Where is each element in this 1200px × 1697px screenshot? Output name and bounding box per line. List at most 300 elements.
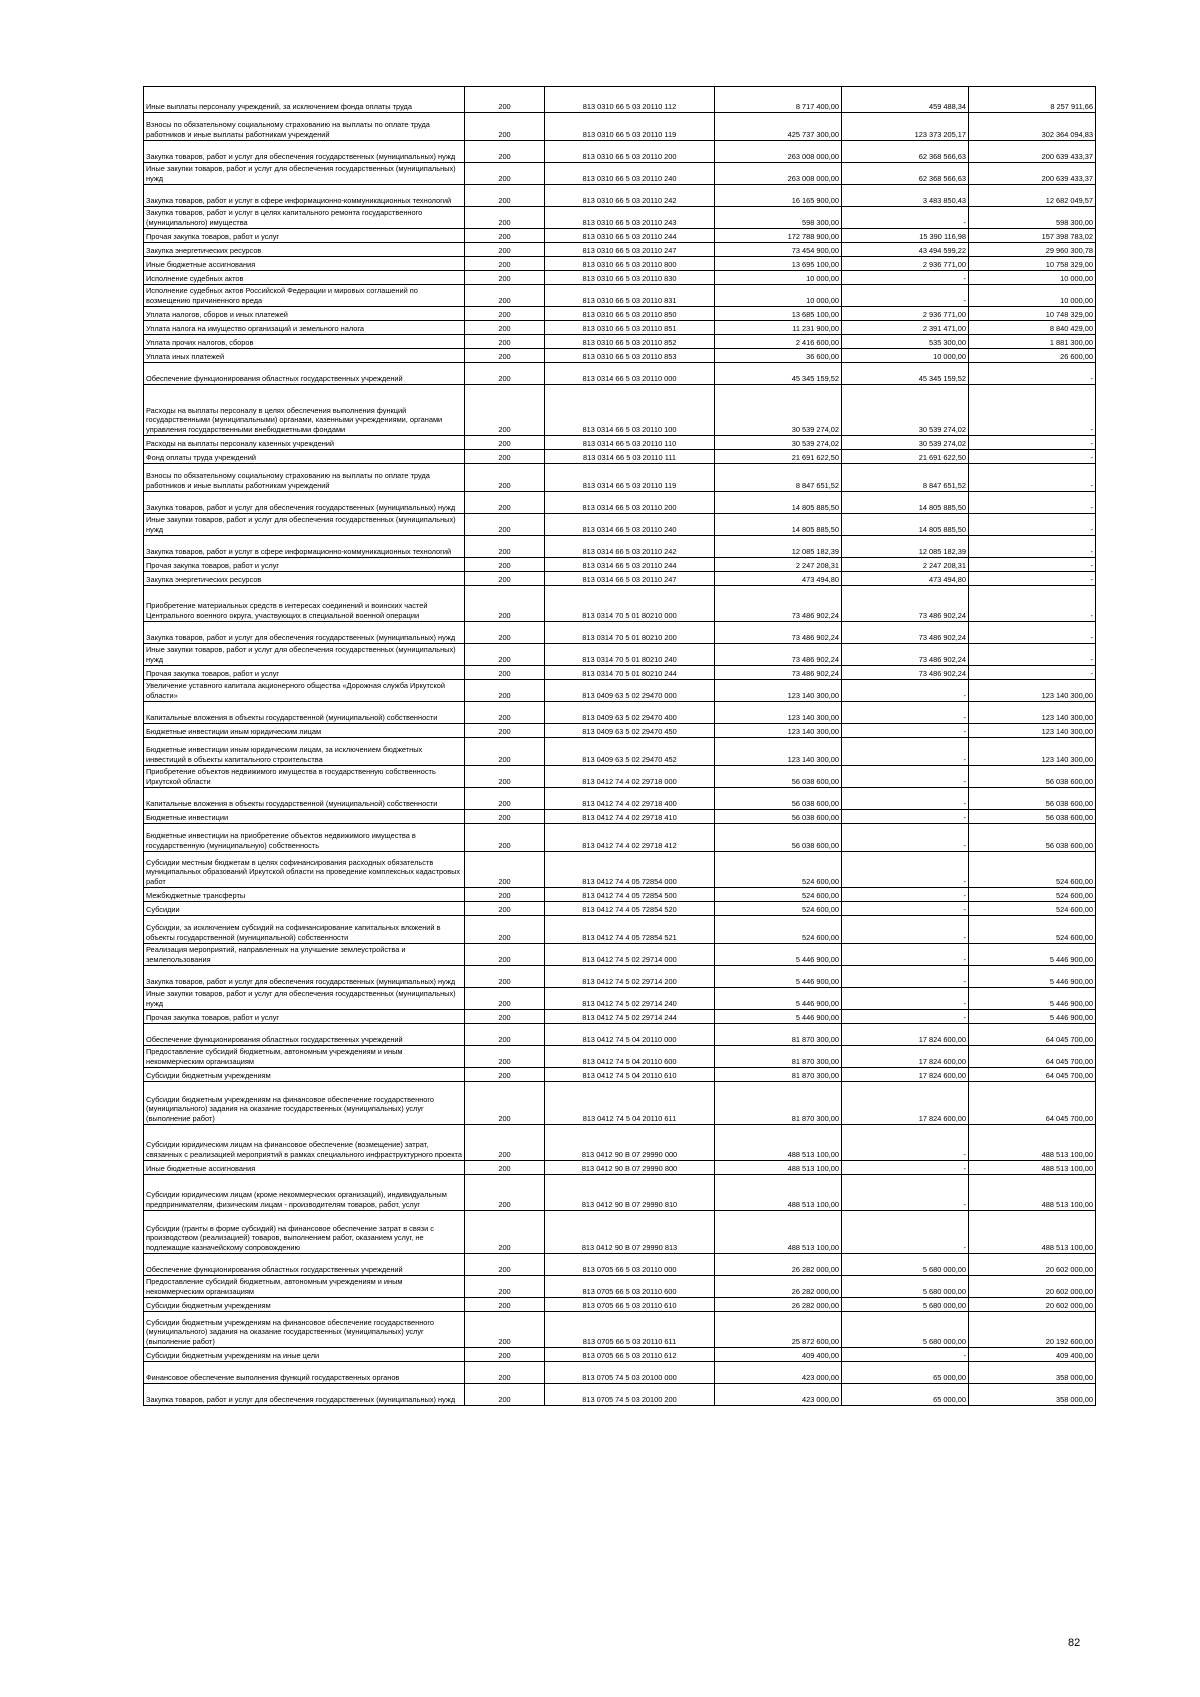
row-approved: 473 494,80 (715, 572, 842, 586)
row-name: Закупка товаров, работ и услуг для обеспечения государственных (муниципальных) нужд (144, 966, 465, 988)
row-executed: 17 824 600,00 (842, 1024, 969, 1046)
row-budget-code: 813 0314 66 5 03 20110 100 (545, 385, 715, 436)
row-remaining: 8 257 911,66 (969, 87, 1096, 113)
row-approved: 81 870 300,00 (715, 1082, 842, 1125)
table-row (144, 1312, 1096, 1348)
row-remaining: 20 192 600,00 (969, 1312, 1096, 1348)
row-budget-code: 813 0310 66 5 03 20110 112 (545, 87, 715, 113)
row-approved: 524 600,00 (715, 916, 842, 944)
row-executed: - (842, 852, 969, 888)
row-name: Уплата налога на имущество организаций и земельного налога (144, 321, 465, 335)
row-line-code: 200 (465, 1175, 545, 1211)
row-name: Закупка товаров, работ и услуг в сфере информационно-коммуникационных технологий (144, 536, 465, 558)
row-budget-code: 813 0310 66 5 03 20110 119 (545, 113, 715, 141)
table-row (144, 185, 1096, 207)
row-approved: 73 486 902,24 (715, 644, 842, 666)
row-executed: - (842, 988, 969, 1010)
row-budget-code: 813 0314 66 5 03 20110 240 (545, 514, 715, 536)
row-remaining: 56 038 600,00 (969, 766, 1096, 788)
row-budget-code: 813 0412 74 4 02 29718 410 (545, 810, 715, 824)
row-budget-code: 813 0412 74 5 02 29714 200 (545, 966, 715, 988)
row-line-code: 200 (465, 141, 545, 163)
row-executed: 2 247 208,31 (842, 558, 969, 572)
table-row (144, 514, 1096, 536)
row-name: Субсидии (144, 902, 465, 916)
row-remaining: 200 639 433,37 (969, 163, 1096, 185)
row-approved: 123 140 300,00 (715, 702, 842, 724)
row-budget-code: 813 0310 66 5 03 20110 851 (545, 321, 715, 335)
row-executed: - (842, 680, 969, 702)
row-remaining: - (969, 586, 1096, 622)
row-remaining: - (969, 514, 1096, 536)
row-name: Субсидии (гранты в форме субсидий) на финансовое обеспечение затрат в связи с производством (реализацией) товаров, выполнением работ, оказанием услуг, не подлежащие казначейскому сопровождению (144, 1211, 465, 1254)
row-budget-code: 813 0310 66 5 03 20110 850 (545, 307, 715, 321)
row-approved: 26 282 000,00 (715, 1276, 842, 1298)
row-line-code: 200 (465, 1082, 545, 1125)
row-remaining: 5 446 900,00 (969, 944, 1096, 966)
row-line-code: 200 (465, 1254, 545, 1276)
table-row (144, 1362, 1096, 1384)
row-name: Иные закупки товаров, работ и услуг для обеспечения государственных (муниципальных) нужд (144, 163, 465, 185)
row-remaining: 409 400,00 (969, 1348, 1096, 1362)
row-budget-code: 813 0412 90 В 07 29990 810 (545, 1175, 715, 1211)
row-remaining: 12 682 049,57 (969, 185, 1096, 207)
table-row (144, 766, 1096, 788)
table-row (144, 113, 1096, 141)
row-budget-code: 813 0310 66 5 03 20110 200 (545, 141, 715, 163)
row-budget-code: 813 0314 66 5 03 20110 119 (545, 464, 715, 492)
row-name: Уплата прочих налогов, сборов (144, 335, 465, 349)
table-row (144, 586, 1096, 622)
row-line-code: 200 (465, 385, 545, 436)
row-name: Уплата иных платежей (144, 349, 465, 363)
row-line-code: 200 (465, 852, 545, 888)
row-name: Закупка товаров, работ и услуг в целях капитального ремонта государственного (муниципального) имущества (144, 207, 465, 229)
row-approved: 73 486 902,24 (715, 666, 842, 680)
row-remaining: 200 639 433,37 (969, 141, 1096, 163)
table-row (144, 724, 1096, 738)
row-budget-code: 813 0314 66 5 03 20110 000 (545, 363, 715, 385)
row-line-code: 200 (465, 1348, 545, 1362)
row-budget-code: 813 0705 66 5 03 20110 000 (545, 1254, 715, 1276)
row-line-code: 200 (465, 622, 545, 644)
row-budget-code: 813 0412 74 4 05 72854 521 (545, 916, 715, 944)
table-row (144, 644, 1096, 666)
row-line-code: 200 (465, 271, 545, 285)
row-budget-code: 813 0314 70 5 01 80210 200 (545, 622, 715, 644)
row-approved: 14 805 885,50 (715, 514, 842, 536)
row-budget-code: 813 0310 66 5 03 20110 243 (545, 207, 715, 229)
row-approved: 123 140 300,00 (715, 680, 842, 702)
row-name: Исполнение судебных актов Российской Федерации и мировых соглашений по возмещению причиненного вреда (144, 285, 465, 307)
row-approved: 488 513 100,00 (715, 1211, 842, 1254)
row-name: Иные выплаты персоналу учреждений, за исключением фонда оплаты труда (144, 87, 465, 113)
row-remaining: - (969, 644, 1096, 666)
row-approved: 409 400,00 (715, 1348, 842, 1362)
row-executed: - (842, 902, 969, 916)
row-approved: 10 000,00 (715, 271, 842, 285)
row-approved: 2 247 208,31 (715, 558, 842, 572)
row-budget-code: 813 0314 66 5 03 20110 247 (545, 572, 715, 586)
row-name: Исполнение судебных актов (144, 271, 465, 285)
row-budget-code: 813 0314 66 5 03 20110 244 (545, 558, 715, 572)
table-row (144, 271, 1096, 285)
table-row (144, 1254, 1096, 1276)
row-name: Субсидии бюджетным учреждениям на финансовое обеспечение государственного (муниципального) задания на оказание государственных (муниципальных) услуг (выполнение работ) (144, 1082, 465, 1125)
row-line-code: 200 (465, 902, 545, 916)
row-remaining: 157 398 783,02 (969, 229, 1096, 243)
table-row (144, 1211, 1096, 1254)
row-approved: 5 446 900,00 (715, 988, 842, 1010)
row-line-code: 200 (465, 1046, 545, 1068)
row-budget-code: 813 0310 66 5 03 20110 831 (545, 285, 715, 307)
row-executed: 21 691 622,50 (842, 450, 969, 464)
row-name: Закупка товаров, работ и услуг для обеспечения государственных (муниципальных) нужд (144, 622, 465, 644)
table-row (144, 349, 1096, 363)
table-row (144, 141, 1096, 163)
row-approved: 123 140 300,00 (715, 724, 842, 738)
row-approved: 524 600,00 (715, 888, 842, 902)
row-budget-code: 813 0412 90 В 07 29990 800 (545, 1161, 715, 1175)
row-line-code: 200 (465, 450, 545, 464)
row-name: Субсидии бюджетным учреждениям (144, 1298, 465, 1312)
table-row (144, 163, 1096, 185)
row-executed: - (842, 944, 969, 966)
row-line-code: 200 (465, 766, 545, 788)
row-remaining: - (969, 558, 1096, 572)
row-name: Прочая закупка товаров, работ и услуг (144, 1010, 465, 1024)
row-executed: 73 486 902,24 (842, 666, 969, 680)
row-budget-code: 813 0412 74 5 04 20110 600 (545, 1046, 715, 1068)
row-remaining: - (969, 385, 1096, 436)
row-line-code: 200 (465, 1276, 545, 1298)
row-name: Субсидии, за исключением субсидий на софинансирование капитальных вложений в объекты государственной (муниципальной) собственности (144, 916, 465, 944)
table-row (144, 738, 1096, 766)
row-approved: 30 539 274,02 (715, 436, 842, 450)
row-budget-code: 813 0705 66 5 03 20110 612 (545, 1348, 715, 1362)
row-line-code: 200 (465, 1161, 545, 1175)
row-remaining: - (969, 622, 1096, 644)
row-remaining: 56 038 600,00 (969, 788, 1096, 810)
row-name: Приобретение объектов недвижимого имущества в государственную собственность Иркутской области (144, 766, 465, 788)
row-name: Иные бюджетные ассигнования (144, 1161, 465, 1175)
row-remaining: 64 045 700,00 (969, 1024, 1096, 1046)
row-executed: 73 486 902,24 (842, 644, 969, 666)
row-executed: 5 680 000,00 (842, 1298, 969, 1312)
row-name: Субсидии бюджетным учреждениям (144, 1068, 465, 1082)
table-row (144, 1175, 1096, 1211)
row-approved: 56 038 600,00 (715, 824, 842, 852)
row-line-code: 200 (465, 363, 545, 385)
table-row (144, 450, 1096, 464)
row-approved: 8 847 651,52 (715, 464, 842, 492)
row-remaining: 524 600,00 (969, 902, 1096, 916)
row-remaining: 598 300,00 (969, 207, 1096, 229)
row-line-code: 200 (465, 1211, 545, 1254)
row-remaining: 20 602 000,00 (969, 1298, 1096, 1312)
row-line-code: 200 (465, 464, 545, 492)
row-approved: 26 282 000,00 (715, 1298, 842, 1312)
table-row (144, 536, 1096, 558)
row-name: Закупка энергетических ресурсов (144, 572, 465, 586)
table-row (144, 1010, 1096, 1024)
row-line-code: 200 (465, 966, 545, 988)
table-row (144, 572, 1096, 586)
row-approved: 263 008 000,00 (715, 141, 842, 163)
row-budget-code: 813 0409 63 5 02 29470 450 (545, 724, 715, 738)
row-line-code: 200 (465, 572, 545, 586)
row-approved: 30 539 274,02 (715, 385, 842, 436)
row-remaining: - (969, 450, 1096, 464)
row-executed: 65 000,00 (842, 1362, 969, 1384)
row-executed: 15 390 116,98 (842, 229, 969, 243)
row-line-code: 200 (465, 257, 545, 271)
table-row (144, 464, 1096, 492)
row-executed: - (842, 1125, 969, 1161)
row-name: Бюджетные инвестиции на приобретение объектов недвижимого имущества в государственную (муниципальную) собственность (144, 824, 465, 852)
row-budget-code: 813 0412 74 5 04 20110 000 (545, 1024, 715, 1046)
row-line-code: 200 (465, 349, 545, 363)
row-approved: 598 300,00 (715, 207, 842, 229)
row-line-code: 200 (465, 243, 545, 257)
page-number: 82 (1068, 1637, 1081, 1649)
row-remaining: 5 446 900,00 (969, 988, 1096, 1010)
row-executed: 2 391 471,00 (842, 321, 969, 335)
table-row (144, 335, 1096, 349)
table-row (144, 1384, 1096, 1406)
row-name: Обеспечение функционирования областных государственных учреждений (144, 1254, 465, 1276)
table-row (144, 1161, 1096, 1175)
row-budget-code: 813 0412 74 4 05 72854 000 (545, 852, 715, 888)
row-line-code: 200 (465, 586, 545, 622)
row-remaining: 1 881 300,00 (969, 335, 1096, 349)
row-approved: 16 165 900,00 (715, 185, 842, 207)
row-approved: 5 446 900,00 (715, 966, 842, 988)
row-remaining: 56 038 600,00 (969, 810, 1096, 824)
row-line-code: 200 (465, 666, 545, 680)
table-row (144, 622, 1096, 644)
row-remaining: 524 600,00 (969, 888, 1096, 902)
row-approved: 488 513 100,00 (715, 1175, 842, 1211)
row-line-code: 200 (465, 810, 545, 824)
row-line-code: 200 (465, 724, 545, 738)
row-approved: 2 416 600,00 (715, 335, 842, 349)
row-approved: 36 600,00 (715, 349, 842, 363)
row-line-code: 200 (465, 738, 545, 766)
row-name: Реализация мероприятий, направленных на улучшение землеустройства и землепользования (144, 944, 465, 966)
row-executed: - (842, 766, 969, 788)
table-row (144, 1068, 1096, 1082)
row-name: Взносы по обязательному социальному страхованию на выплаты по оплате труда работников и иные выплаты работникам учреждений (144, 464, 465, 492)
table-row (144, 321, 1096, 335)
row-name: Уплата налогов, сборов и иных платежей (144, 307, 465, 321)
row-budget-code: 813 0314 66 5 03 20110 242 (545, 536, 715, 558)
row-remaining: 123 140 300,00 (969, 680, 1096, 702)
row-executed: 10 000,00 (842, 349, 969, 363)
table-row (144, 243, 1096, 257)
row-budget-code: 813 0409 63 5 02 29470 452 (545, 738, 715, 766)
table-row (144, 436, 1096, 450)
row-executed: - (842, 966, 969, 988)
row-approved: 12 085 182,39 (715, 536, 842, 558)
row-executed: 17 824 600,00 (842, 1082, 969, 1125)
row-budget-code: 813 0409 63 5 02 29470 400 (545, 702, 715, 724)
row-executed: - (842, 1348, 969, 1362)
row-line-code: 200 (465, 1384, 545, 1406)
table-row (144, 1348, 1096, 1362)
row-line-code: 200 (465, 87, 545, 113)
row-line-code: 200 (465, 558, 545, 572)
row-name: Иные закупки товаров, работ и услуг для обеспечения государственных (муниципальных) нужд (144, 988, 465, 1010)
row-name: Закупка энергетических ресурсов (144, 243, 465, 257)
row-budget-code: 813 0310 66 5 03 20110 247 (545, 243, 715, 257)
row-line-code: 200 (465, 436, 545, 450)
table-row (144, 1298, 1096, 1312)
row-remaining: 488 513 100,00 (969, 1211, 1096, 1254)
row-remaining: - (969, 572, 1096, 586)
row-executed: 73 486 902,24 (842, 586, 969, 622)
row-name: Субсидии юридическим лицам на финансовое обеспечение (возмещение) затрат, связанных с реализацией мероприятий в рамках специального инфраструктурного проекта (144, 1125, 465, 1161)
row-name: Прочая закупка товаров, работ и услуг (144, 229, 465, 243)
row-approved: 8 717 400,00 (715, 87, 842, 113)
row-line-code: 200 (465, 1024, 545, 1046)
row-executed: - (842, 916, 969, 944)
table-row (144, 966, 1096, 988)
table-row (144, 385, 1096, 436)
row-budget-code: 813 0412 74 5 02 29714 000 (545, 944, 715, 966)
row-executed: - (842, 271, 969, 285)
row-line-code: 200 (465, 285, 545, 307)
row-approved: 73 486 902,24 (715, 622, 842, 644)
row-name: Капитальные вложения в объекты государственной (муниципальной) собственности (144, 788, 465, 810)
table-row (144, 788, 1096, 810)
row-remaining: 488 513 100,00 (969, 1125, 1096, 1161)
row-line-code: 200 (465, 229, 545, 243)
row-budget-code: 813 0705 66 5 03 20110 600 (545, 1276, 715, 1298)
row-executed: 5 680 000,00 (842, 1254, 969, 1276)
row-budget-code: 813 0412 74 4 02 29718 400 (545, 788, 715, 810)
row-approved: 524 600,00 (715, 902, 842, 916)
row-approved: 56 038 600,00 (715, 810, 842, 824)
row-remaining: - (969, 363, 1096, 385)
row-budget-code: 813 0412 74 4 05 72854 520 (545, 902, 715, 916)
table-row (144, 666, 1096, 680)
table-row (144, 1082, 1096, 1125)
row-line-code: 200 (465, 1298, 545, 1312)
table-row (144, 988, 1096, 1010)
row-approved: 13 685 100,00 (715, 307, 842, 321)
table-row (144, 1046, 1096, 1068)
row-remaining: 524 600,00 (969, 852, 1096, 888)
row-executed: 30 539 274,02 (842, 436, 969, 450)
row-approved: 5 446 900,00 (715, 1010, 842, 1024)
row-remaining: 64 045 700,00 (969, 1068, 1096, 1082)
row-remaining: - (969, 464, 1096, 492)
table-row (144, 944, 1096, 966)
row-name: Финансовое обеспечение выполнения функций государственных органов (144, 1362, 465, 1384)
row-remaining: - (969, 666, 1096, 680)
row-line-code: 200 (465, 321, 545, 335)
row-executed: - (842, 702, 969, 724)
table-row (144, 902, 1096, 916)
row-budget-code: 813 0412 74 4 05 72854 500 (545, 888, 715, 902)
row-executed: 62 368 566,63 (842, 163, 969, 185)
row-approved: 25 872 600,00 (715, 1312, 842, 1348)
row-line-code: 200 (465, 207, 545, 229)
row-budget-code: 813 0412 90 В 07 29990 813 (545, 1211, 715, 1254)
row-name: Закупка товаров, работ и услуг в сфере информационно-коммуникационных технологий (144, 185, 465, 207)
row-executed: - (842, 1161, 969, 1175)
row-remaining: 358 000,00 (969, 1384, 1096, 1406)
row-remaining: 8 840 429,00 (969, 321, 1096, 335)
row-name: Бюджетные инвестиции (144, 810, 465, 824)
row-executed: 30 539 274,02 (842, 385, 969, 436)
row-budget-code: 813 0412 74 4 02 29718 000 (545, 766, 715, 788)
table-row (144, 702, 1096, 724)
row-executed: 459 488,34 (842, 87, 969, 113)
row-approved: 423 000,00 (715, 1384, 842, 1406)
row-name: Иные закупки товаров, работ и услуг для обеспечения государственных (муниципальных) нужд (144, 514, 465, 536)
row-line-code: 200 (465, 185, 545, 207)
row-line-code: 200 (465, 536, 545, 558)
row-budget-code: 813 0310 66 5 03 20110 830 (545, 271, 715, 285)
row-executed: 8 847 651,52 (842, 464, 969, 492)
row-approved: 13 695 100,00 (715, 257, 842, 271)
table-row (144, 680, 1096, 702)
row-line-code: 200 (465, 680, 545, 702)
row-name: Увеличение уставного капитала акционерного общества «Дорожная служба Иркутской области» (144, 680, 465, 702)
row-approved: 488 513 100,00 (715, 1125, 842, 1161)
row-line-code: 200 (465, 1068, 545, 1082)
table-row (144, 824, 1096, 852)
row-executed: 17 824 600,00 (842, 1046, 969, 1068)
row-approved: 73 454 900,00 (715, 243, 842, 257)
row-approved: 81 870 300,00 (715, 1068, 842, 1082)
row-executed: 17 824 600,00 (842, 1068, 969, 1082)
row-approved: 5 446 900,00 (715, 944, 842, 966)
table-row (144, 285, 1096, 307)
row-executed: 45 345 159,52 (842, 363, 969, 385)
row-approved: 81 870 300,00 (715, 1046, 842, 1068)
row-executed: 12 085 182,39 (842, 536, 969, 558)
row-line-code: 200 (465, 988, 545, 1010)
row-approved: 263 008 000,00 (715, 163, 842, 185)
row-approved: 26 282 000,00 (715, 1254, 842, 1276)
row-approved: 423 000,00 (715, 1362, 842, 1384)
row-line-code: 200 (465, 788, 545, 810)
row-budget-code: 813 0310 66 5 03 20110 853 (545, 349, 715, 363)
row-budget-code: 813 0314 66 5 03 20110 110 (545, 436, 715, 450)
row-executed: - (842, 285, 969, 307)
row-executed: - (842, 207, 969, 229)
row-executed: - (842, 788, 969, 810)
table-body (144, 87, 1096, 1406)
row-name: Обеспечение функционирования областных государственных учреждений (144, 1024, 465, 1046)
row-remaining: 10 000,00 (969, 271, 1096, 285)
row-name: Иные закупки товаров, работ и услуг для обеспечения государственных (муниципальных) нужд (144, 644, 465, 666)
row-budget-code: 813 0310 66 5 03 20110 244 (545, 229, 715, 243)
row-budget-code: 813 0705 74 5 03 20100 000 (545, 1362, 715, 1384)
row-remaining: 5 446 900,00 (969, 966, 1096, 988)
row-approved: 488 513 100,00 (715, 1161, 842, 1175)
table-row (144, 888, 1096, 902)
row-approved: 425 737 300,00 (715, 113, 842, 141)
row-approved: 81 870 300,00 (715, 1024, 842, 1046)
row-name: Расходы на выплаты персоналу в целях обеспечения выполнения функций государственными (муниципальными) органами, казенными учреждениями, органами управления государственными внебюджетными фондами (144, 385, 465, 436)
row-line-code: 200 (465, 163, 545, 185)
row-line-code: 200 (465, 1362, 545, 1384)
row-budget-code: 813 0314 70 5 01 80210 000 (545, 586, 715, 622)
